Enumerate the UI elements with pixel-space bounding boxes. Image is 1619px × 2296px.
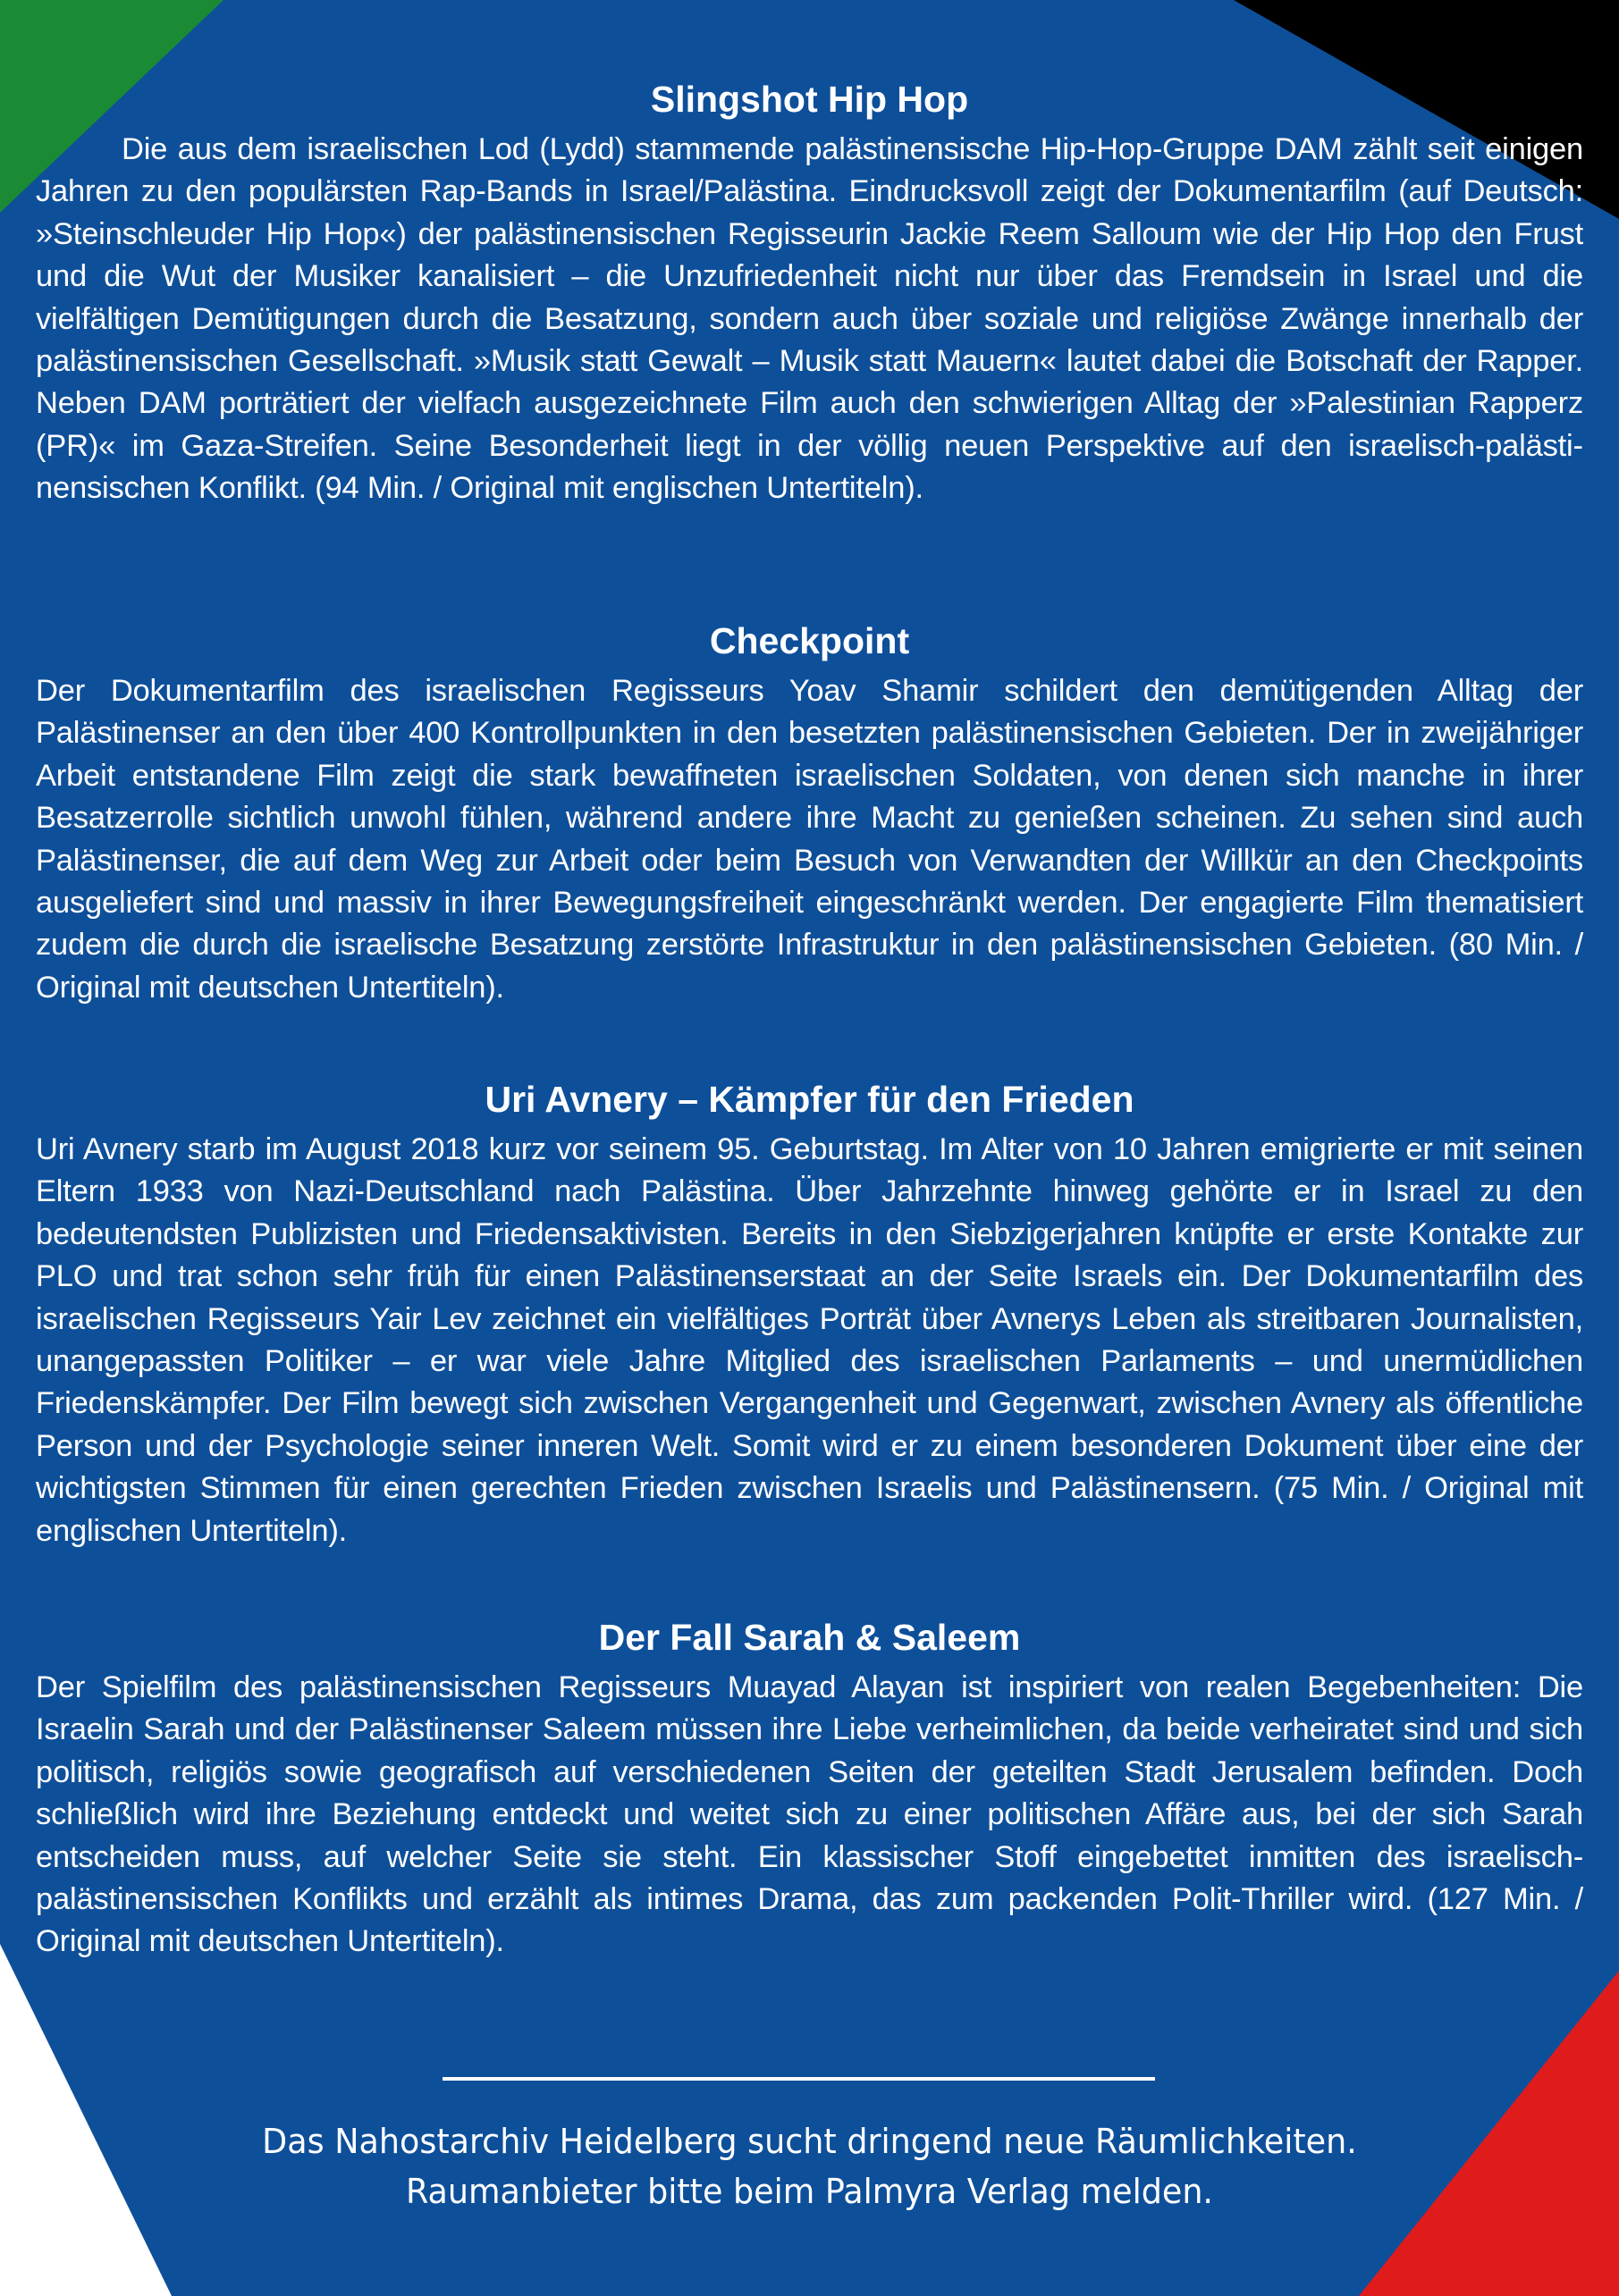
notice-line-1: Das Nahostarchiv Heidelberg sucht dringend neue Räumlichkeiten. xyxy=(262,2122,1357,2161)
section-body: Uri Avnery starb im August 2018 kurz vor seinem 95. Geburtstag. Im Alter von 10 Jahren emigrierte er mit seinen Eltern 1933 von Nazi-Deutschland nach Palästina. Über Jahrzehnte hinweg gehörte er in Israel zu den bedeutendsten Publizisten und Friedensaktivisten. Bereits in den Siebzigerjahren knüpfte er erste Kontakte zur PLO und trat schon sehr früh für einen Palästinenserstaat an der Seite Israels ein. Der Dokumentarfilm des israelischen Regisseurs Yair Lev zeichnet ein vielfältiges Porträt über Avnerys Leben als streitbaren Journalisten, unangepassten Politiker – er war viele Jahre Mitglied des israelischen Parlaments – und unermüdlichen Friedenskämpfer. Der Film bewegt sich zwischen Vergangenheit und Gegenwart, zwischen Avnery als öffentliche Person und der Psychologie seiner inneren Welt. Somit wird er zu einem besonderen Dokument über eine der wichtigsten Stimmen für einen gerechten Frieden zwischen Israelis und Palästinensern. (75 Min. / Original mit englischen Untertiteln). xyxy=(36,1132,1583,1548)
section-checkpoint xyxy=(36,618,1583,1009)
section-slingshot-hip-hop xyxy=(36,77,1583,510)
section-title: Uri Avnery – Kämpfer für den Frieden xyxy=(485,1079,1134,1120)
notice-line-2: Raumanbieter bitte beim Palmyra Verlag melden. xyxy=(405,2172,1214,2211)
divider-line xyxy=(443,2077,1155,2081)
section-title: Slingshot Hip Hop xyxy=(650,79,969,120)
section-title: Checkpoint xyxy=(709,620,910,661)
section-body: Die aus dem israelischen Lod (Lydd) stammende palästinensische Hip-Hop-Gruppe DAM zählt seit einigen Jahren zu den populärsten Rap-Bands in Israel/Palästina. Eindrucksvoll zeigt der Dokumentarfilm (auf Deutsch: »Steinschleuder Hip Hop«) der palästinensischen Regisseurin Jackie Reem Salloum wie der Hip Hop den Frust und die Wut der Musiker kanalisiert – die Unzufriedenheit nicht nur über das Fremdsein in Israel und die vielfältigen Demütigungen durch die Besatzung, sondern auch über soziale und religiöse Zwänge innerhalb der palästinensischen Gesellschaft. »Musik statt Gewalt – Musik statt Mauern« lautet dabei die Botschaft der Rapper. Neben DAM porträtiert der vielfach ausgezeichnete Film auch den schwierigen Alltag der »Palestinian Rapperz (PR)« im Gaza-Streifen. Seine Besonderheit liegt in der völlig neuen Perspektive auf den israelisch-palästinensischen Konflikt. (94 Min. / Original mit englischen Untertiteln). xyxy=(36,132,1583,506)
section-body: Der Dokumentarfilm des israelischen Regisseurs Yoav Shamir schildert den demütigenden Alltag der Palästinenser an den über 400 Kontrollpunkten in den besetzten palästinensischen Gebieten. Der in zweijähriger Arbeit entstandene Film zeigt die stark bewaffneten israelischen Soldaten, von denen sich manche in ihrer Besatzerrolle sichtlich unwohl fühlen, während andere ihre Macht zu genießen scheinen. Zu sehen sind auch Palästinenser, die auf dem Weg zur Arbeit oder beim Besuch von Verwandten der Willkür an den Checkpoints ausgeliefert sind und massiv in ihrer Bewegungsfreiheit eingeschränkt werden. Der engagierte Film thematisiert zudem die durch die israelische Besatzung zerstörte Infrastruktur in den palästinensischen Gebieten. (80 Min. / Original mit deutschen Untertiteln). xyxy=(36,674,1583,1005)
section-sarah-saleem xyxy=(36,1615,1583,1964)
section-body: Der Spielfilm des palästinensischen Regisseurs Muayad Alayan ist inspiriert von realen Begebenheiten: Die Israelin Sarah und der Palästinenser Saleem müssen ihre Liebe verheimlichen, da beide verheiratet sind und sich politisch, religiös sowie geografisch auf verschiedenen Seiten der geteilten Stadt Jerusalem befinden. Doch schließlich wird ihre Beziehung entdeckt und weitet sich zu einer politischen Affäre aus, bei der sich Sarah entscheiden muss, auf welcher Seite sie steht. Ein klassischer Stoff eingebettet inmitten des israelisch-palästinensischen Konflikts und erzählt als intimes Drama, das zum packenden Polit-Thriller wird. (127 Min. / Original mit deutschen Untertiteln). xyxy=(36,1670,1583,1959)
section-title: Der Fall Sarah & Saleem xyxy=(598,1617,1021,1658)
section-uri-avnery xyxy=(36,1077,1583,1552)
archive-notice xyxy=(32,2116,1587,2216)
